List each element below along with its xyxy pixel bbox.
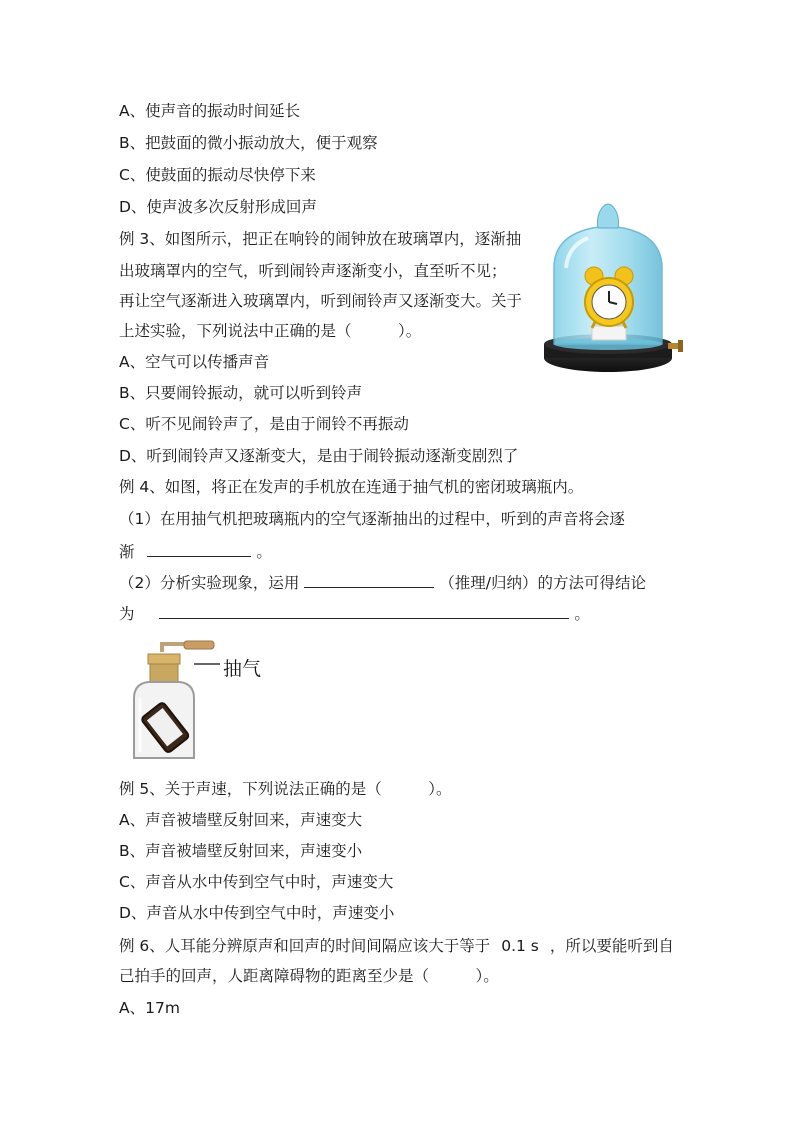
ex5-option-c: C、声音从水中传到空气中时，声速变大 — [119, 873, 394, 891]
ex5-title: 例 5、关于声速，下列说法正确的是（ ）。 — [119, 780, 452, 798]
ex5-option-d: D、声音从水中传到空气中时，声速变小 — [119, 904, 395, 922]
ex3-line-3: 再让空气逐渐进入玻璃罩内，听到闹铃声又逐渐变大。关于 — [119, 292, 523, 310]
ex4-q2-wei: 为 — [119, 605, 135, 623]
ex6-line-2: 己拍手的回声，人距离障碍物的距离至少是（ ）。 — [119, 967, 499, 985]
ex4-q1-line-2 — [119, 540, 272, 562]
ex2-option-a: A、使声音的振动时间延长 — [119, 102, 301, 120]
ex4-q2-method-blank[interactable] — [304, 571, 434, 588]
ex3-option-a: A、空气可以传播声音 — [119, 353, 270, 371]
ex2-option-c: C、使鼓面的振动尽快停下来 — [119, 166, 316, 184]
ex4-q2-conclusion-blank[interactable] — [159, 602, 569, 619]
ex4-title: 例 4、如图，将正在发声的手机放在连通于抽气机的密闭玻璃瓶内。 — [119, 478, 584, 496]
ex5-option-a: A、声音被墙壁反射回来，声速变大 — [119, 811, 363, 829]
ex3-option-b: B、只要闹铃振动，就可以听到铃声 — [119, 384, 363, 402]
ex3-line-2: 出玻璃罩内的空气，听到闹铃声逐渐变小，直至听不见； — [119, 262, 507, 280]
ex4-q2-end: 。 — [574, 605, 590, 623]
sealed-bottle-phone-figure — [128, 640, 278, 764]
ex4-q2-line-1 — [119, 571, 646, 593]
bell-jar-alarm-clock-figure — [540, 198, 690, 380]
ex4-q2-prefix: （2）分析实验现象，运用 — [119, 574, 300, 592]
pump-label: 抽气 — [223, 658, 262, 680]
ex6-text-1: 例 6、人耳能分辨原声和回声的时间间隔应该大于等于 — [119, 937, 491, 955]
ex5-option-b: B、声音被墙壁反射回来，声速变小 — [119, 842, 363, 860]
ex4-q1-end: 。 — [256, 543, 272, 561]
ex4-q1-answer-blank[interactable] — [147, 540, 251, 557]
ex6-line-1 — [119, 936, 674, 956]
ex6-time-value: 0.1 s — [501, 937, 539, 955]
ex3-line-4: 上述实验，下列说法中正确的是（ ）。 — [119, 322, 422, 340]
ex3-option-d: D、听到闹铃声又逐渐变大，是由于闹铃振动逐渐变剧烈了 — [119, 447, 519, 465]
ex4-q2-suffix: （推理/归纳）的方法可得结论 — [439, 574, 646, 592]
ex6-option-a: A、17m — [119, 999, 180, 1017]
ex2-option-d: D、使声波多次反射形成回声 — [119, 198, 317, 216]
ex4-q1-prefix: 渐 — [119, 543, 135, 561]
ex6-text-1-end: ，所以要能听到自 — [549, 937, 674, 955]
ex2-option-b: B、把鼓面的微小振动放大，便于观察 — [119, 134, 378, 152]
ex4-q2-line-2 — [119, 602, 590, 624]
ex4-q1-line-1: （1）在用抽气机把玻璃瓶内的空气逐渐抽出的过程中，听到的声音将会逐 — [119, 510, 625, 528]
ex3-option-c: C、听不见闹铃声了，是由于闹铃不再振动 — [119, 415, 409, 433]
ex3-line-1: 例 3、如图所示，把正在响铃的闹钟放在玻璃罩内，逐渐抽 — [119, 230, 522, 248]
